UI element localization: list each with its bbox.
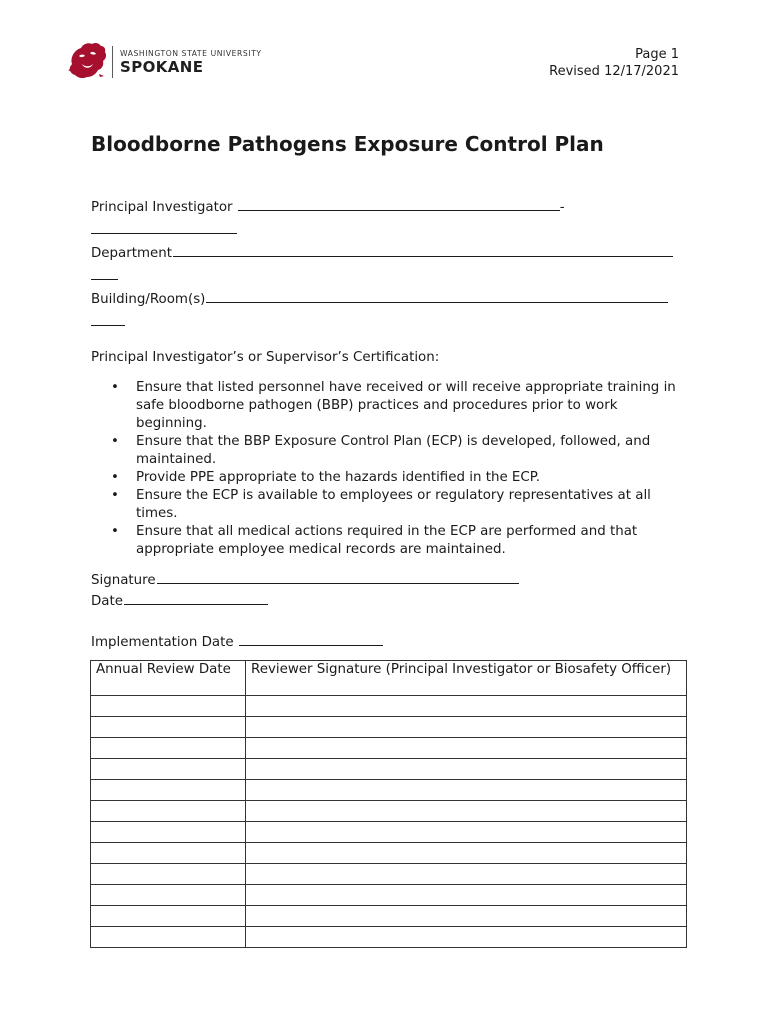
logo-university-text: WASHINGTON STATE UNIVERSITY [120,49,262,58]
logo-campus-text: SPOKANE [120,58,204,76]
review-date-cell[interactable] [91,780,246,801]
implementation-blank-line[interactable] [239,631,383,646]
review-date-cell[interactable] [91,843,246,864]
reviewer-signature-cell[interactable] [246,717,687,738]
page-number: Page 1 [635,47,679,62]
table-row [91,906,687,927]
date-label: Date [91,594,124,609]
department-field [91,242,681,288]
reviewer-signature-cell[interactable] [246,759,687,780]
list-item-text: Ensure that listed personnel have received or will receive appropriate training in safe bloodborne pathogen (BBP) practices and procedures prior to work beginning. [136,380,676,431]
principal-investigator-field [91,196,681,242]
department-blank-line[interactable] [173,242,673,257]
list-item-text: Ensure the ECP is available to employees or regulatory representatives at all times. [136,488,651,521]
bullet-icon: • [111,524,119,539]
signature-blank-line[interactable] [157,569,519,584]
wsu-spokane-logo [66,40,266,84]
list-item [91,433,686,469]
annual-review-table [90,660,687,948]
reviewer-signature-cell[interactable] [246,843,687,864]
table-row [91,843,687,864]
department-label: Department [91,246,173,261]
review-date-cell[interactable] [91,906,246,927]
certification-list [91,379,686,559]
pi-hyphen: - [559,200,565,215]
list-item [91,469,686,487]
document-title: Bloodborne Pathogens Exposure Control Plan [91,132,604,156]
pi-blank-line-2[interactable] [91,219,237,234]
pi-label: Principal Investigator [91,200,233,215]
review-date-cell[interactable] [91,717,246,738]
pi-blank-line[interactable] [238,196,560,211]
implementation-label: Implementation Date [91,635,234,650]
table-row [91,864,687,885]
table-row [91,759,687,780]
bullet-icon: • [111,488,119,503]
list-item-text: Ensure that the BBP Exposure Control Plan (ECP) is developed, followed, and maintained. [136,434,651,467]
reviewer-signature-cell[interactable] [246,864,687,885]
table-row [91,696,687,717]
building-blank-line[interactable] [206,288,668,303]
reviewer-signature-cell[interactable] [246,927,687,948]
review-date-cell[interactable] [91,864,246,885]
department-blank-line-2[interactable] [91,265,118,280]
table-row [91,885,687,906]
table-row [91,780,687,801]
review-date-cell[interactable] [91,759,246,780]
signature-label: Signature [91,573,156,588]
list-item [91,487,686,523]
table-row [91,717,687,738]
review-date-cell[interactable] [91,822,246,843]
list-item [91,379,686,433]
review-date-cell[interactable] [91,885,246,906]
table-row [91,927,687,948]
revision-date: Revised 12/17/2021 [549,64,679,79]
reviewer-signature-cell[interactable] [246,780,687,801]
date-blank-line[interactable] [124,590,268,605]
implementation-date-field [91,631,681,652]
list-item-text: Ensure that all medical actions required in the ECP are performed and that appropriate employee medical records are maintained. [136,524,638,557]
table-row [91,738,687,759]
building-label: Building/Room(s) [91,292,206,307]
reviewer-signature-cell[interactable] [246,696,687,717]
logo-divider [112,46,113,78]
page-info [549,46,679,80]
reviewer-signature-cell[interactable] [246,738,687,759]
table-row [91,822,687,843]
list-item-text: Provide PPE appropriate to the hazards identified in the ECP. [136,470,540,485]
table-header-row [91,661,687,696]
list-item [91,523,686,559]
bullet-icon: • [111,470,119,485]
reviewer-signature-cell[interactable] [246,885,687,906]
reviewer-signature-cell[interactable] [246,822,687,843]
review-date-cell[interactable] [91,696,246,717]
certification-heading: Principal Investigator’s or Supervisor’s Certification: [91,350,440,365]
table-body [91,696,687,948]
review-date-cell[interactable] [91,738,246,759]
review-date-cell[interactable] [91,927,246,948]
column-header-reviewer-signature: Reviewer Signature (Principal Investigator or Biosafety Officer) [246,661,687,696]
cougar-head-icon [66,40,108,82]
building-blank-line-2[interactable] [91,311,125,326]
table-row [91,801,687,822]
bullet-icon: • [111,380,119,395]
bullet-icon: • [111,434,119,449]
annual-review-table-wrap [90,660,687,948]
signature-block [91,569,681,611]
review-date-cell[interactable] [91,801,246,822]
reviewer-signature-cell[interactable] [246,906,687,927]
building-room-field [91,288,681,334]
reviewer-signature-cell[interactable] [246,801,687,822]
column-header-review-date: Annual Review Date [91,661,246,696]
